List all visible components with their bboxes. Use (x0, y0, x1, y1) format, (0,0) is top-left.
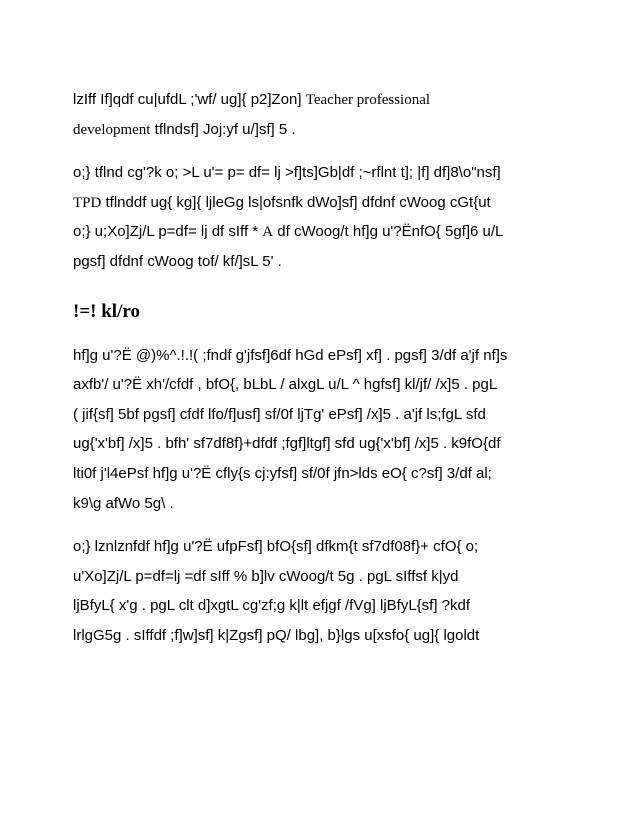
text-line: hf]g u'?Ë @)%^.!.!( ;fndf g'jfsf]6df hGd ePsf] xf] . pgsf] 3/df a'jf nf]s (73, 346, 508, 364)
text-line: ( jif{sf] 5bf pgsf] cfdf lfo/f]usf] sf/0f ljTg' ePsf] /x]5 . a'jf ls;fgL sfd (73, 405, 486, 423)
text-line (73, 188, 573, 218)
text-line: axfb'/ u'?Ë xh'/cfdf , bfO{, bLbL / alxgL u/L ^ hgfsf] kl/jf/ /x]5 . pgL (73, 376, 498, 394)
text-line (73, 85, 573, 115)
text-run: df cWoog/t hf]g u'?ËnfO{ 5gf]6 u/L (273, 223, 504, 241)
text-run-english: Teacher professional (305, 92, 431, 108)
paragraph-introduction (73, 341, 573, 519)
paragraph-intro (73, 85, 573, 144)
paragraph-case-study (73, 158, 573, 276)
document-page (73, 85, 573, 665)
text-line: lrlgG5g . sIffdf ;f]w]sf] k|Zgsf] pQ/ lbg], b}lgs u[xsfo{ ug]{ lgoldt (73, 626, 480, 644)
text-line (73, 217, 573, 247)
text-run: tflndsf] Joj:yf u/]sf] 5 . (150, 120, 296, 138)
text-line: k9\g afWo 5g\ . (73, 494, 174, 512)
text-run: tflnddf ug{ kg]{ ljleGg ls|ofsnfk dWo]sf] dfdnf cWoog cGt{ut (101, 193, 491, 211)
text-run-english: TPD (73, 194, 102, 211)
text-line: u'Xo]Zj/L p=df=lj =df sIff % b]lv cWoog/t 5g . pgL sIffsf k|yd (73, 567, 459, 585)
text-run: o;} u;Xo]Zj/L p=df= lj df sIff * (73, 223, 263, 241)
text-run-english: development (73, 121, 151, 138)
text-line: o;} lznlznfdf hf]g u'?Ë ufpFsf] bfO{sf] dfkm{t sf7df08f}+ cfO{ o; (73, 538, 479, 556)
text-line: o;} tflnd cg'?k o; >L u'= p= df= lj >f]ts]Gb|df ;~rflnt t]; |f] df]8\o"nsf] (73, 164, 501, 182)
text-line: ug{'x'bf] /x]5 . bfh' sf7df8f}+dfdf ;fgf]ltgf] sfd ug{'x'bf] /x]5 . k9fO{df (73, 435, 501, 453)
text-line (73, 115, 573, 145)
text-line: pgsf] dfdnf cWoog tof/ kf/]sL 5' . (73, 252, 282, 270)
section-heading: !=! kl/ro (73, 300, 140, 322)
text-run-english: A (262, 224, 274, 241)
text-line: ljBfyL{ x'g . pgL clt d]xgtL cg'zf;g k|lt efjgf /fVg] ljBfyL{sf] ?kdf (73, 597, 471, 615)
paragraph-continuation (73, 532, 573, 650)
text-line: lti0f j'l4ePsf hf]g u'?Ë cfly{s cj:yfsf] sf/0f jfn>lds eO{ c?sf] 3/df al; (73, 464, 492, 482)
text-run: lzIff If]qdf cu|ufdL ;'wf/ ug]{ p2]Zon] (73, 91, 306, 108)
